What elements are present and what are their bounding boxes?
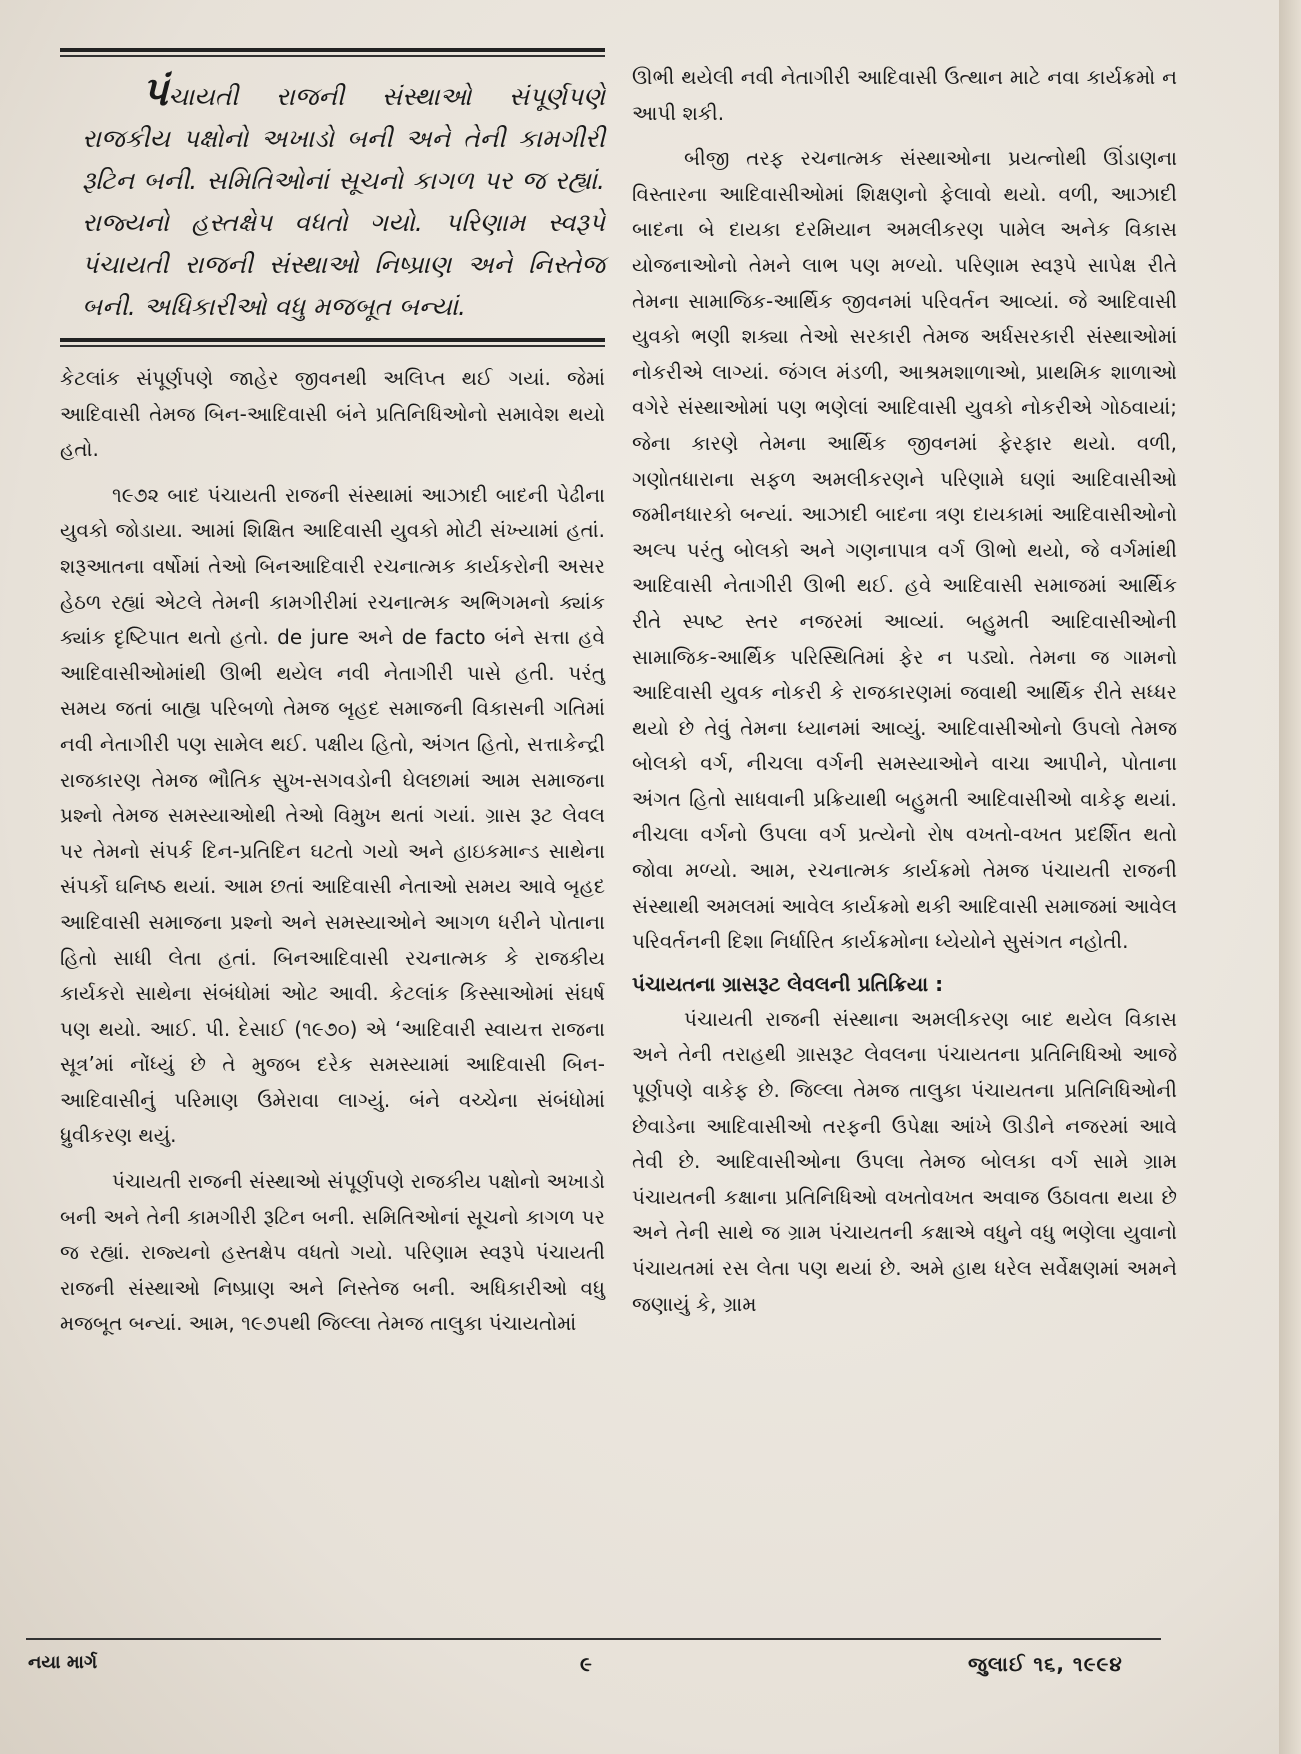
left-paragraph-2: ૧૯૭૨ બાદ પંચાયતી રાજની સંસ્થામાં આઝાદી બાદની પેઢીના યુવકો જોડાયા. આમાં શિક્ષિત આદિવાસી યુવકો મોટી સંખ્યામાં હતાં. શરૂઆતના વર્ષોમાં તેઓ બિનઆદિવારી રચનાત્મક કાર્યકરોની અસર હેઠળ રહ્યાં એટલે તેમની કામગીરીમાં રચનાત્મક અભિગમનો ક્યાંક ક્યાંક દૃષ્ટિપાત થતો હતો. de jure અને de facto બંને સત્તા હવે આદિવાસીઓમાંથી ઊભી થયેલ નવી નેતાગીરી પાસે હતી. પરંતુ સમય જતાં બાહ્ય પરિબળો તેમજ બૃહદ સમાજની વિકાસની ગતિમાં નવી નેતાગીરી પણ સામેલ થઈ. પક્ષીય હિતો, અંગત હિતો, સત્તાકેન્દ્રી રાજકારણ તેમજ ભૌતિક સુખ-સગવડોની ઘેલછામાં આમ સમાજના પ્રશ્નો તેમજ સમસ્યાઓથી તેઓ વિમુખ થતાં ગયાં. ગ્રાસ રૂટ લેવલ પર તેમનો સંપર્ક દિન-પ્રતિદિન ઘટતો ગયો અને હાઇકમાન્ડ સાથેના સંપર્કો ઘનિષ્ઠ થયાં. આમ છતાં આદિવાસી નેતાઓ સમય આવે બૃહદ આદિવાસી સમાજના પ્રશ્નો અને સમસ્યાઓને આગળ ધરીને પોતાના હિતો સાધી લેતા હતાં. બિનઆદિવાસી રચનાત્મક કે રાજકીય કાર્યકરો સાથેના સંબંધોમાં ઓટ આવી. કેટલાંક કિસ્સાઓમાં સંઘર્ષ પણ થયો. આઈ. પી. દેસાઈ (૧૯૭૦) એ ‘આદિવારી સ્વાયત્ત રાજના સૂત્ર’માં નોંધ્યું છે તે મુજબ દરેક સમસ્યામાં આદિવાસી બિન-આદિવાસીનું પરિમાણ ઉમેરાવા લાગ્યું. બંને વચ્ચેના સંબંધોમાં ધ્રુવીકરણ થયું. xyxy=(60,482,605,1148)
right-paragraph-1: ઊભી થયેલી નવી નેતાગીરી આદિવાસી ઉત્થાન માટે નવા કાર્યક્રમો ન આપી શકી. xyxy=(632,65,1177,125)
pull-quote-bottom-rule xyxy=(60,338,605,342)
pull-quote-text: ચાયતી રાજની સંસ્થાઓ સંપૂર્ણપણે રાજકીય પક્ષોનો અખાડો બની અને તેની કામગીરી રૂટિન બની. સમિતિઓનાં સૂચનો કાગળ પર જ રહ્યાં. રાજ્યનો હસ્તક્ષેપ વધતો ગયો. પરિણામ સ્વરૂપે પંચાયતી રાજની સંસ્થાઓ નિષ્પ્રાણ અને નિસ્તેજ બની. અધિકારીઓ વધુ મજબૂત બન્યાં. xyxy=(82,82,605,321)
page-number: ૯ xyxy=(580,1652,592,1676)
left-paragraph-1: કેટલાંક સંપૂર્ણપણે જાહેર જીવનથી અલિપ્ત થઈ ગયાં. જેમાં આદિવાસી તેમજ બિન-આદિવાસી બંને પ્રતિનિધિઓનો સમાવેશ થયો હતો. xyxy=(60,366,605,462)
issue-date: જુલાઈ ૧૬, ૧૯૯૪ xyxy=(968,1652,1123,1676)
top-rule-thin xyxy=(60,55,605,57)
section-heading: પંચાયતના ગ્રાસરૂટ લેવલની પ્રતિક્રિયા : xyxy=(632,971,944,996)
footer-rule xyxy=(26,1638,1161,1640)
pull-quote-dropcap: પં xyxy=(142,69,168,115)
pull-quote-bottom-rule-thin xyxy=(60,345,605,347)
pull-quote xyxy=(82,71,605,328)
binding-edge xyxy=(1279,0,1301,1754)
top-rule xyxy=(60,48,605,52)
right-column xyxy=(632,60,1177,1322)
left-paragraph-3: પંચાયતી રાજની સંસ્થાઓ સંપૂર્ણપણે રાજકીય પક્ષોનો અખાડો બની અને તેની કામગીરી રૂટિન બની. સમિતિઓનાં સૂચનો કાગળ પર જ રહ્યાં. રાજ્યનો હસ્તક્ષેપ વધતો ગયો. પરિણામ સ્વરૂપે પંચાયતી રાજની સંસ્થાઓ નિષ્પ્રાણ અને નિસ્તેજ બની. અધિકારીઓ વધુ મજબૂત બન્યાં. આમ, ૧૯૭૫થી જિલ્લા તેમજ તાલુકા પંચાયતોમાં xyxy=(60,1169,605,1336)
section-paragraph: પંચાયતી રાજની સંસ્થાના અમલીકરણ બાદ થયેલ વિકાસ અને તેની તરાહથી ગ્રાસરૂટ લેવલના પંચાયતના પ્રતિનિધિઓ આજે પૂર્ણપણે વાકેફ છે. જિલ્લા તેમજ તાલુકા પંચાયતના પ્રતિનિધિઓની છેવાડેના આદિવાસીઓ તરફની ઉપેક્ષા આંખે ઊડીને નજરમાં આવે તેવી છે. આદિવાસીઓના ઉપલા તેમજ બોલકા વર્ગ સામે ગ્રામ પંચાયતની કક્ષાના પ્રતિનિધિઓ વખતોવખત અવાજ ઉઠાવતા થયા છે અને તેની સાથે જ ગ્રામ પંચાયતની કક્ષાએ વધુને વધુ ભણેલા યુવાનો પંચાયતમાં રસ લેતા પણ થયાં છે. અમે હાથ ધરેલ સર્વેક્ષણમાં અમને જણાયું કે, ગ્રામ xyxy=(632,1006,1177,1316)
right-paragraph-2: બીજી તરફ રચનાત્મક સંસ્થાઓના પ્રયત્નોથી ઊંડાણના વિસ્તારના આદિવાસીઓમાં શિક્ષણનો ફેલાવો થયો. વળી, આઝાદી બાદના બે દાયકા દરમિયાન અમલીકરણ પામેલ અનેક વિકાસ યોજનાઓનો તેમને લાભ પણ મળ્યો. પરિણામ સ્વરૂપે સાપેક્ષ રીતે તેમના સામાજિક-આર્થિક જીવનમાં પરિવર્તન આવ્યાં. જે આદિવાસી યુવકો ભણી શક્યા તેઓ સરકારી તેમજ અર્ધસરકારી સંસ્થાઓમાં નોકરીએ લાગ્યાં. જંગલ મંડળી, આશ્રમશાળાઓ, પ્રાથમિક શાળાઓ વગેરે સંસ્થાઓમાં પણ ભણેલાં આદિવાસી યુવકો નોકરીએ ગોઠવાયાં; જેના કારણે તેમના આર્થિક જીવનમાં ફેરફાર થયો. વળી, ગણોતધારાના સફળ અમલીકરણને પરિણામે ઘણાં આદિવાસીઓ જમીનધારકો બન્યાં. આઝાદી બાદના ત્રણ દાયકામાં આદિવાસીઓનો અલ્પ પરંતુ બોલકો અને ગણનાપાત્ર વર્ગ ઊભો થયો, જે વર્ગમાંથી આદિવાસી નેતાગીરી ઊભી થઈ. હવે આદિવાસી સમાજમાં આર્થિક રીતે સ્પષ્ટ સ્તર નજરમાં આવ્યાં. બહુમતી આદિવાસીઓની સામાજિક-આર્થિક પરિસ્થિતિમાં ફેર ન પડ્યો. તેમના જ ગામનો આદિવાસી યુવક નોકરી કે રાજકારણમાં જવાથી આર્થિક રીતે સધ્ધર થયો છે તેવું તેમના ધ્યાનમાં આવ્યું. આદિવાસીઓનો ઉપલો તેમજ બોલકો વર્ગ, નીચલા વર્ગની સમસ્યાઓને વાચા આપીને, પોતાના અંગત હિતો સાધવાની પ્રક્રિયાથી બહુમતી આદિવાસીઓ વાકેફ થયાં. નીચલા વર્ગનો ઉપલા વર્ગ પ્રત્યેનો રોષ વખતો-વખત પ્રદર્શિત થતો જોવા મળ્યો. આમ, રચનાત્મક કાર્યક્રમો તેમજ પંચાયતી રાજની સંસ્થાથી અમલમાં આવેલ કાર્યક્રમો થકી આદિવાસી સમાજમાં આવેલ પરિવર્તનની દિશા નિર્ધારિત કાર્યક્રમોના ધ્યેયોને સુસંગત નહોતી. xyxy=(632,146,1177,954)
publication-name: નયા માર્ગ xyxy=(28,1652,98,1673)
left-column xyxy=(60,48,605,1342)
